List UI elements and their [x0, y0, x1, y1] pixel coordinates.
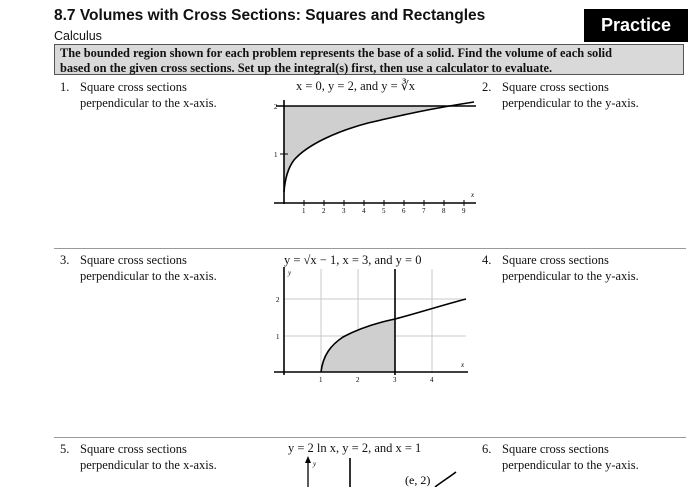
problem-text: perpendicular to the y-axis.	[502, 458, 639, 472]
instructions-box	[54, 44, 684, 75]
problem-text: perpendicular to the y-axis.	[502, 96, 639, 110]
x-axis-label: x	[471, 191, 475, 199]
problem-text: perpendicular to the x-axis.	[80, 269, 217, 283]
problem-text: perpendicular to the y-axis.	[502, 269, 639, 283]
y-tick-label: 2	[274, 103, 278, 111]
x-tick-label: 1	[319, 376, 323, 384]
point-label: (e, 2)	[405, 473, 431, 487]
problem-number: 1.	[60, 80, 70, 94]
instructions-line-2: based on the given cross sections. Set up the integral(s) first, then use a calculator to evaluate.	[60, 61, 553, 75]
course-subtitle: Calculus	[54, 29, 102, 43]
curve-2lnx	[435, 472, 456, 487]
problem-text: Square cross sections	[80, 253, 187, 267]
problem-number: 6.	[482, 442, 492, 456]
page-title: 8.7 Volumes with Cross Sections: Squares and Rectangles	[54, 7, 486, 24]
x-tick-label: 2	[322, 207, 326, 215]
y-axis-label: y	[313, 460, 317, 468]
y-tick-label: 2	[276, 296, 280, 304]
x-tick-label: 4	[430, 376, 434, 384]
x-tick-label: 6	[402, 207, 406, 215]
x-tick-label: 1	[302, 207, 306, 215]
graph-3-equation: y = 2 ln x, y = 2, and x = 1	[288, 441, 422, 455]
y-axis-arrow	[305, 456, 311, 463]
y-axis-label: y	[288, 269, 292, 277]
graph-1	[268, 96, 478, 216]
x-tick-label: 7	[422, 207, 426, 215]
graph-2-equation: y = √x − 1, x = 3, and y = 0	[284, 253, 422, 267]
y-tick-label: 1	[276, 333, 280, 341]
y-tick-label: 1	[274, 151, 278, 159]
section-divider	[54, 437, 686, 438]
problem-number: 5.	[60, 442, 70, 456]
problem-text: Square cross sections	[502, 80, 609, 94]
x-tick-label: 2	[356, 376, 360, 384]
problem-text: perpendicular to the x-axis.	[80, 96, 217, 110]
x-tick-label: 4	[362, 207, 366, 215]
x-tick-label: 9	[462, 207, 466, 215]
problem-text: Square cross sections	[80, 80, 187, 94]
problem-text: Square cross sections	[80, 442, 187, 456]
problem-text: Square cross sections	[502, 253, 609, 267]
graph-1-equation: x = 0, y = 2, and y = ∛x	[296, 79, 416, 93]
x-axis-label: x	[461, 361, 465, 369]
problem-number: 3.	[60, 253, 70, 267]
x-tick-label: 3	[342, 207, 346, 215]
problem-number: 2.	[482, 80, 492, 94]
x-tick-label: 8	[442, 207, 446, 215]
x-tick-label: 5	[382, 207, 386, 215]
section-divider	[54, 248, 686, 249]
practice-badge: Practice	[584, 9, 688, 42]
instructions-line-1: The bounded region shown for each problem represents the base of a solid. Find the volume of each solid	[60, 46, 612, 60]
graph-2	[268, 265, 473, 387]
problem-text: perpendicular to the x-axis.	[80, 458, 217, 472]
problem-number: 4.	[482, 253, 492, 267]
problem-text: Square cross sections	[502, 442, 609, 456]
graph-3	[300, 454, 460, 487]
x-tick-label: 3	[393, 376, 397, 384]
